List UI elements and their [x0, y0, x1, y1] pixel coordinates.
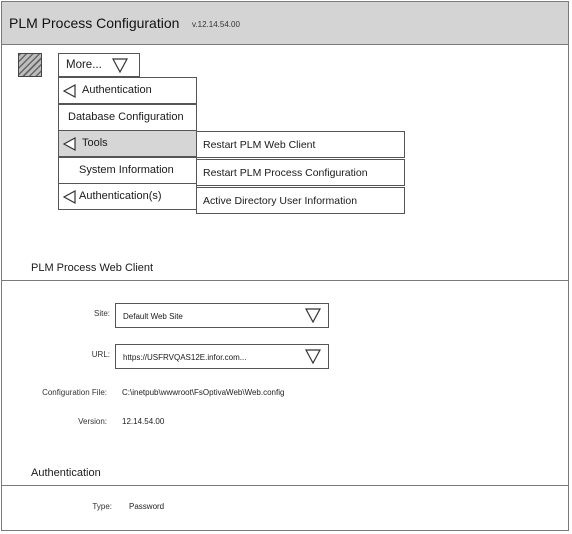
- configuration-file-label: Configuration File:: [42, 388, 107, 397]
- section-divider: [1, 280, 569, 281]
- menu-item-authentications[interactable]: [58, 183, 197, 210]
- submenu-item-label: Restart PLM Web Client: [203, 139, 316, 151]
- triangle-left-icon: [63, 190, 77, 204]
- submenu-active-directory-user-information[interactable]: [196, 187, 405, 214]
- triangle-down-icon: [112, 58, 128, 73]
- title-bar: [1, 1, 569, 45]
- authentication-type-label: Type:: [92, 502, 112, 511]
- submenu-restart-web-client[interactable]: [196, 131, 405, 158]
- triangle-down-icon: [305, 308, 321, 323]
- triangle-left-icon: [63, 84, 77, 98]
- triangle-down-icon: [305, 349, 321, 364]
- menu-item-database-configuration[interactable]: [58, 104, 197, 131]
- menu-item-label: Authentication(s): [79, 190, 162, 202]
- triangle-left-icon: [63, 137, 77, 151]
- site-select[interactable]: [115, 303, 329, 328]
- site-select-value: Default Web Site: [123, 312, 183, 321]
- authentication-type-value: Password: [129, 502, 165, 511]
- more-button[interactable]: [58, 53, 140, 77]
- menu-item-system-information[interactable]: [58, 157, 197, 184]
- web-client-section-title: PLM Process Web Client: [31, 262, 154, 274]
- site-label: Site:: [93, 309, 110, 318]
- configuration-file-value: C:\inetpub\wwwroot\FsOptivaWeb\Web.config: [122, 388, 285, 397]
- version-label: Version:: [78, 417, 107, 426]
- url-select[interactable]: [115, 344, 329, 369]
- more-button-label: More...: [66, 59, 102, 71]
- menu-item-label: Database Configuration: [68, 111, 184, 123]
- submenu-item-label: Restart PLM Process Configuration: [203, 167, 368, 179]
- submenu-item-label: Active Directory User Information: [203, 195, 358, 207]
- menu-item-label: Authentication: [82, 84, 152, 96]
- submenu-restart-process-configuration[interactable]: [196, 159, 405, 186]
- url-select-value: https://USFRVQAS12E.infor.com...: [123, 353, 247, 362]
- app-title: PLM Process Configuration: [9, 15, 180, 31]
- menu-item-label: System Information: [79, 164, 174, 176]
- app-version: v.12.14.54.00: [192, 20, 240, 29]
- menu-item-label: Tools: [82, 137, 108, 149]
- authentication-section-title: Authentication: [31, 467, 101, 479]
- app-logo-icon: [18, 53, 42, 77]
- menu-item-tools[interactable]: [58, 130, 197, 157]
- section-divider: [1, 485, 569, 486]
- url-label: URL:: [91, 350, 110, 359]
- version-value: 12.14.54.00: [122, 417, 165, 426]
- menu-item-authentication[interactable]: [58, 77, 197, 104]
